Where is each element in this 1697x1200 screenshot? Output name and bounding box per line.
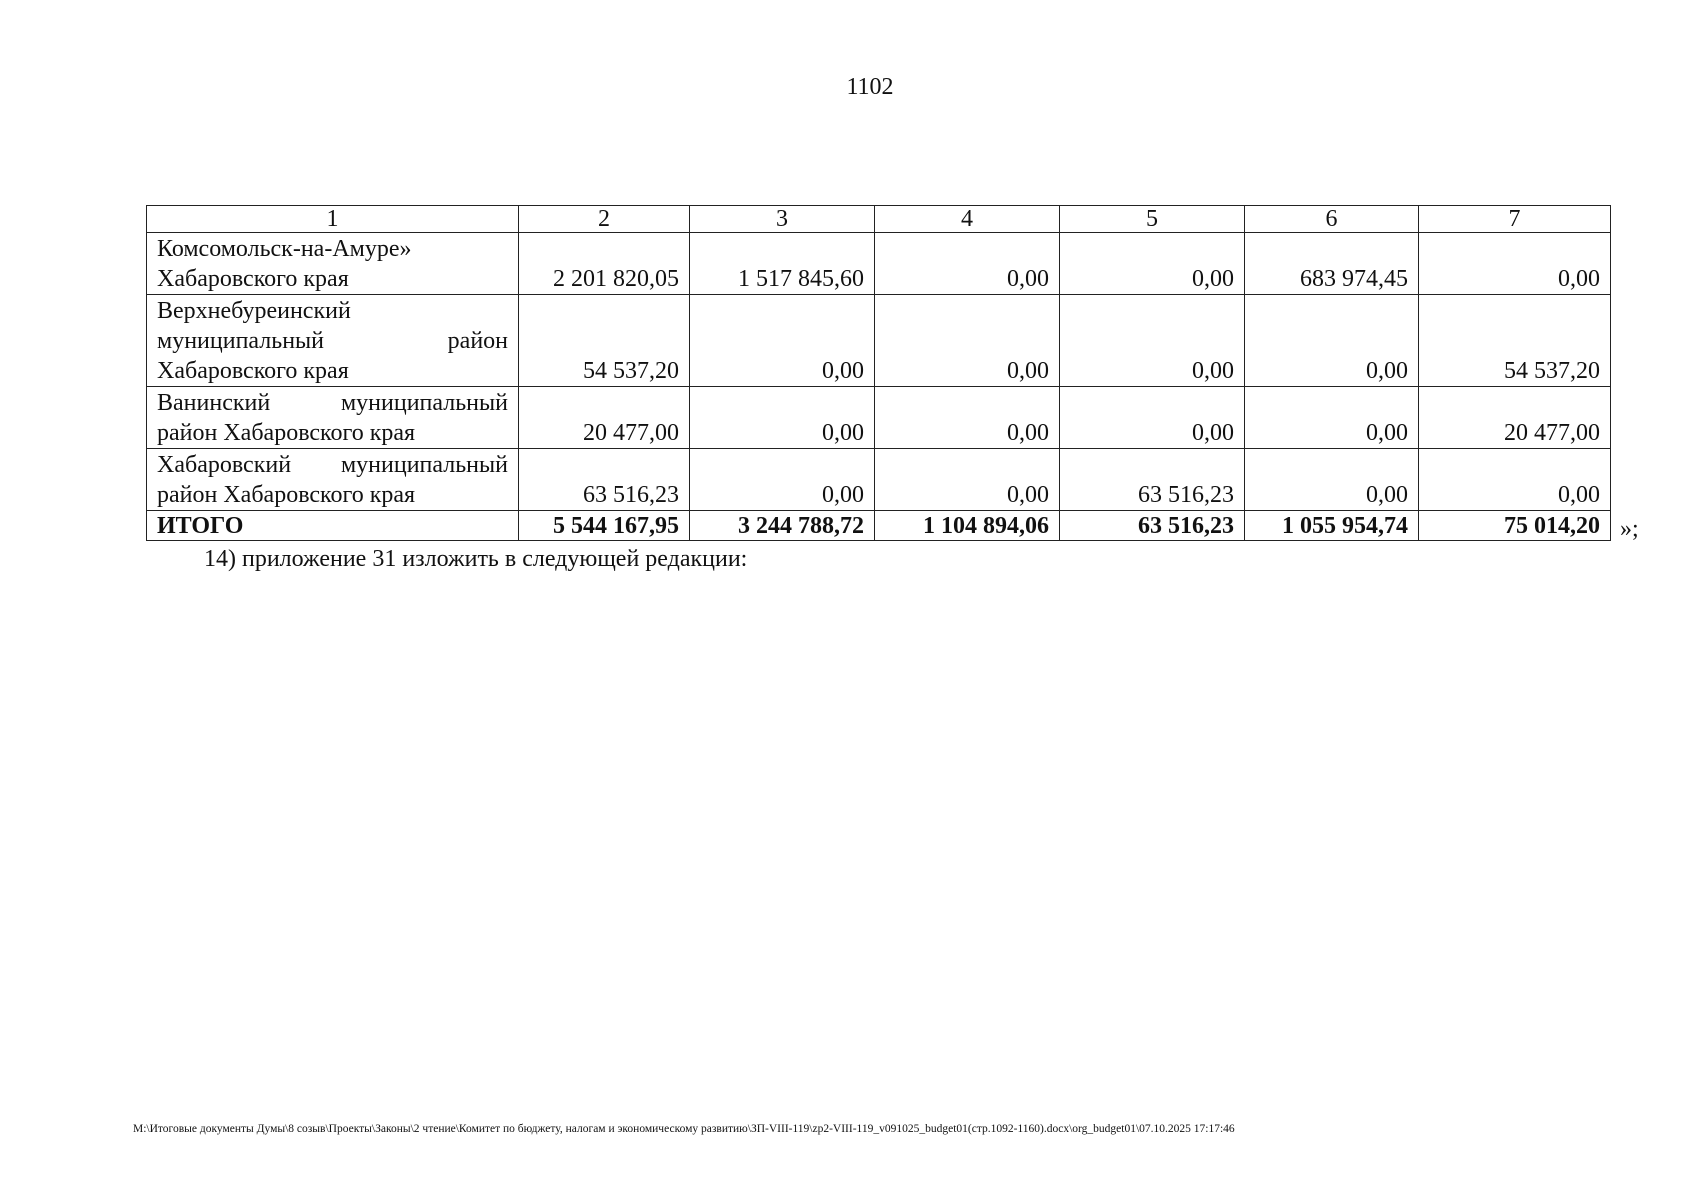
page-number: 1102 <box>846 74 894 100</box>
amount-cell: 0,00 <box>690 387 875 449</box>
amount-cell: 0,00 <box>875 387 1060 449</box>
amount-cell: 0,00 <box>1060 387 1245 449</box>
total-label: ИТОГО <box>147 511 519 541</box>
amount-cell: 63 516,23 <box>519 449 690 511</box>
column-number: 7 <box>1419 206 1611 233</box>
total-row <box>147 511 1611 541</box>
total-amount-cell: 1 055 954,74 <box>1245 511 1419 541</box>
column-number: 2 <box>519 206 690 233</box>
closing-quote: »; <box>1620 516 1639 542</box>
amount-cell: 0,00 <box>690 295 875 387</box>
municipality-name: Комсомольск-на-Амуре» Хабаровского края <box>147 233 519 295</box>
total-amount-cell: 1 104 894,06 <box>875 511 1060 541</box>
total-amount-cell: 5 544 167,95 <box>519 511 690 541</box>
column-number: 6 <box>1245 206 1419 233</box>
municipality-name: Ванинский муниципальный район Хабаровского края <box>147 387 519 449</box>
amount-cell: 0,00 <box>1060 233 1245 295</box>
amount-cell: 1 517 845,60 <box>690 233 875 295</box>
amount-cell: 0,00 <box>875 295 1060 387</box>
column-number-row <box>147 206 1611 233</box>
amount-cell: 63 516,23 <box>1060 449 1245 511</box>
amount-cell: 0,00 <box>875 233 1060 295</box>
amount-cell: 0,00 <box>875 449 1060 511</box>
amount-cell: 0,00 <box>690 449 875 511</box>
amount-cell: 0,00 <box>1060 295 1245 387</box>
table-row <box>147 387 1611 449</box>
column-number: 1 <box>147 206 519 233</box>
amount-cell: 0,00 <box>1419 449 1611 511</box>
total-amount-cell: 75 014,20 <box>1419 511 1611 541</box>
column-number: 3 <box>690 206 875 233</box>
amendment-paragraph: 14) приложение 31 изложить в следующей редакции: <box>204 546 748 572</box>
amount-cell: 2 201 820,05 <box>519 233 690 295</box>
municipality-name: Хабаровский муниципальный район Хабаровского края <box>147 449 519 511</box>
amount-cell: 0,00 <box>1245 387 1419 449</box>
column-number: 4 <box>875 206 1060 233</box>
amount-cell: 54 537,20 <box>519 295 690 387</box>
table-row <box>147 295 1611 387</box>
municipality-name: Верхнебуреинский муниципальный район Хабаровского края <box>147 295 519 387</box>
amount-cell: 0,00 <box>1245 449 1419 511</box>
amount-cell: 0,00 <box>1419 233 1611 295</box>
budget-table <box>146 205 1611 541</box>
table-row <box>147 449 1611 511</box>
footer-file-path: М:\Итоговые документы Думы\8 созыв\Проекты\Законы\2 чтение\Комитет по бюджету, налогам и экономическому развитию\ЗП-VIII-119\zp2-VIII-119_v091025_budget01(стр.1092-1160).docx\org_budget01\07.10.2025 17:17:46 <box>133 1123 1235 1135</box>
total-amount-cell: 3 244 788,72 <box>690 511 875 541</box>
amount-cell: 0,00 <box>1245 295 1419 387</box>
column-number: 5 <box>1060 206 1245 233</box>
amount-cell: 20 477,00 <box>519 387 690 449</box>
total-amount-cell: 63 516,23 <box>1060 511 1245 541</box>
amount-cell: 20 477,00 <box>1419 387 1611 449</box>
amount-cell: 683 974,45 <box>1245 233 1419 295</box>
table-row <box>147 233 1611 295</box>
amount-cell: 54 537,20 <box>1419 295 1611 387</box>
